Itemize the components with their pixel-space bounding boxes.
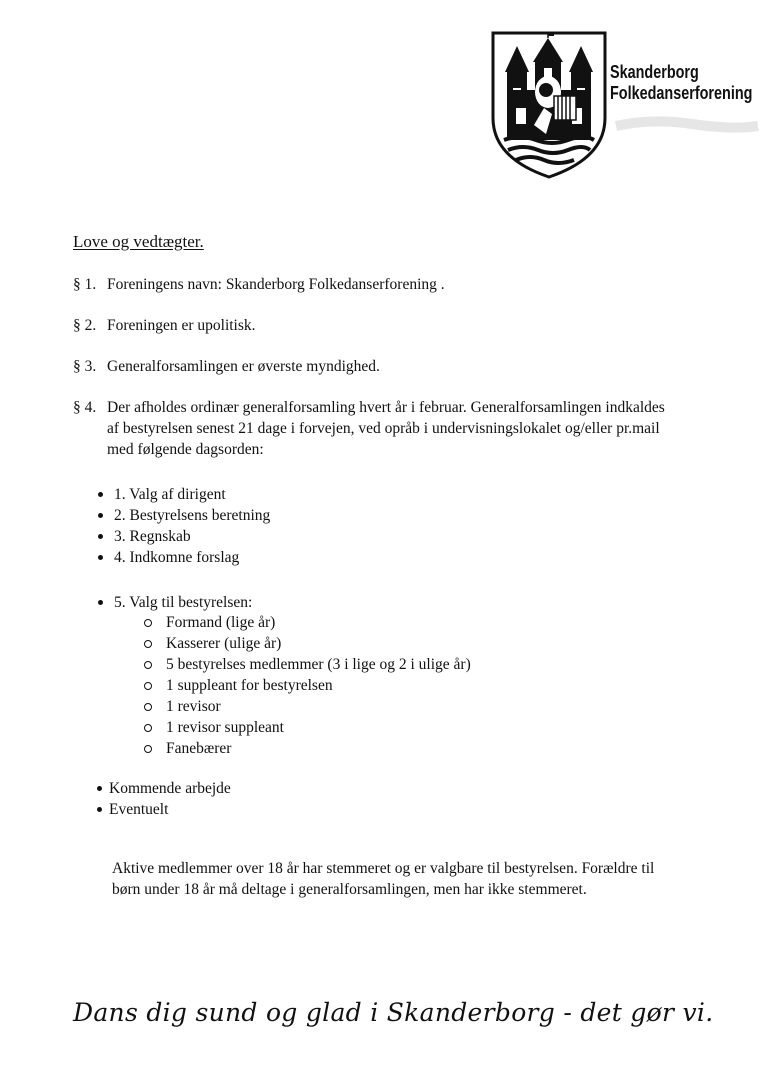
election-list: [98, 592, 252, 613]
bullet-icon: [98, 534, 103, 539]
list-item: Kommende arbejde: [97, 778, 231, 799]
list-item: 5. Valg til bestyrelsen:: [98, 592, 252, 613]
list-item: 1 suppleant for bestyrelsen: [144, 675, 471, 696]
coat-of-arms-logo: [490, 30, 608, 180]
org-name-line1: Skanderborg: [610, 62, 699, 82]
paragraph-number: § 3.: [73, 358, 97, 375]
circle-bullet-icon: [144, 640, 152, 648]
paragraph-number: § 4.: [73, 399, 97, 416]
paragraph-text: Foreningen er upolitisk.: [107, 317, 256, 334]
bullet-icon: [98, 492, 103, 497]
agenda-list: [98, 484, 270, 568]
closing-paragraph: Aktive medlemmer over 18 år har stemmeret og er valgbare til bestyrelsen. Forældre til børn under 18 år må deltage i generalforsamlingen, men har ikke stemmeret.: [112, 860, 655, 898]
org-name-line2: Folkedanserforening: [610, 83, 753, 103]
paragraph-text: Foreningens navn: Skanderborg Folkedanserforening .: [107, 276, 445, 293]
motto: Dans dig sund og glad i Skanderborg - det gør vi.: [73, 998, 714, 1027]
paragraph-text: Der afholdes ordinær generalforsamling hvert år i februar. Generalforsamlingen indkaldes af bestyrelsen senest 21 dage i forvejen, ved opråb i undervisningslokalet og/eller pr.mail med følgende dagsorden:: [107, 399, 665, 458]
circle-bullet-icon: [144, 682, 152, 690]
circle-bullet-icon: [144, 661, 152, 669]
list-item: 2. Bestyrelsens beretning: [98, 505, 270, 526]
circle-bullet-icon: [144, 703, 152, 711]
election-sublist: [144, 612, 471, 759]
bullet-icon: [98, 600, 103, 605]
list-item: Kasserer (ulige år): [144, 633, 471, 654]
organization-name: [610, 62, 752, 104]
list-item: Fanebærer: [144, 738, 471, 759]
bullet-icon: [97, 807, 102, 812]
paragraph-number: § 1.: [73, 276, 97, 293]
list-item: 1. Valg af dirigent: [98, 484, 270, 505]
circle-bullet-icon: [144, 724, 152, 732]
list-item: Formand (lige år): [144, 612, 471, 633]
circle-bullet-icon: [144, 619, 152, 627]
other-items-list: [97, 778, 231, 820]
list-item: 1 revisor: [144, 696, 471, 717]
list-item: 1 revisor suppleant: [144, 717, 471, 738]
document-heading: Love og vedtægter.: [73, 232, 204, 251]
list-item: 4. Indkomne forslag: [98, 547, 270, 568]
paragraph-number: § 2.: [73, 317, 97, 334]
list-item: 3. Regnskab: [98, 526, 270, 547]
list-item: Eventuelt: [97, 799, 231, 820]
bullet-icon: [97, 786, 102, 791]
scan-smudge: [612, 114, 762, 138]
list-item: 5 bestyrelses medlemmer (3 i lige og 2 i ulige år): [144, 654, 471, 675]
circle-bullet-icon: [144, 745, 152, 753]
bullet-icon: [98, 513, 103, 518]
bullet-icon: [98, 555, 103, 560]
paragraph-text: Generalforsamlingen er øverste myndighed.: [107, 358, 380, 375]
